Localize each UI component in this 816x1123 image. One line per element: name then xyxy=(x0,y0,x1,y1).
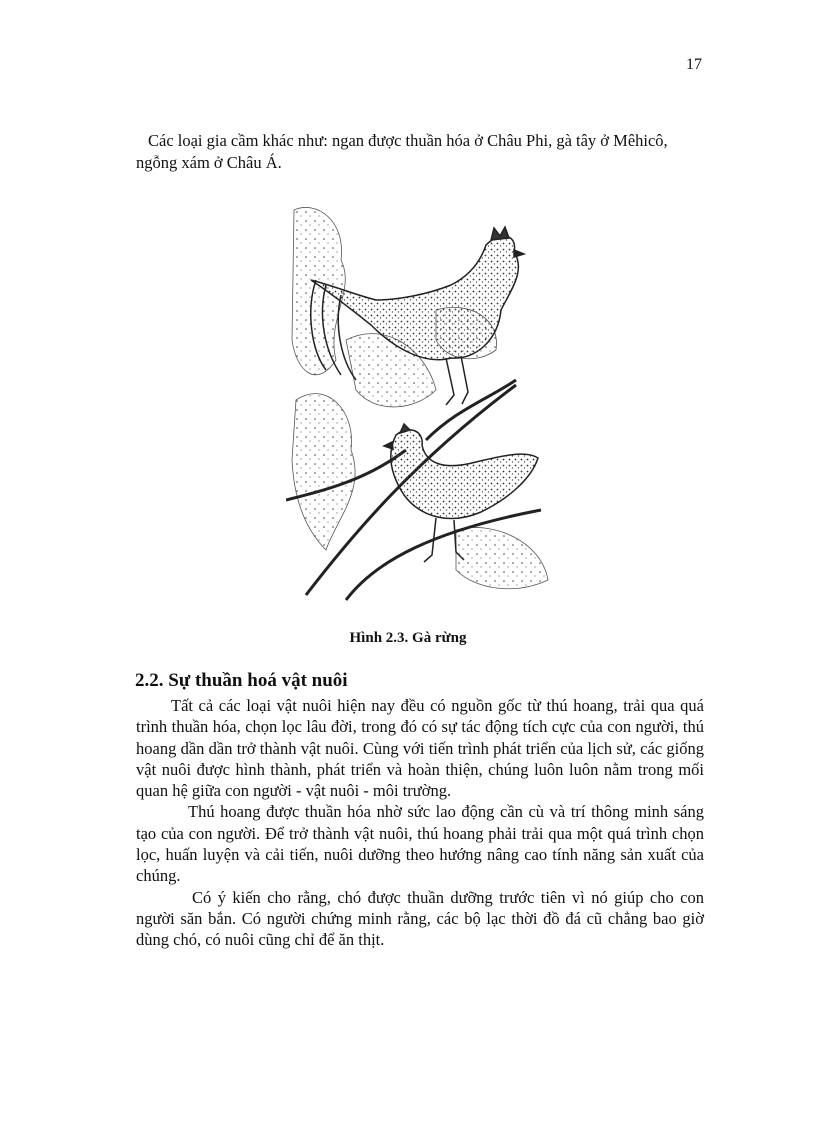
section-heading: 2.2. Sự thuần hoá vật nuôi xyxy=(135,670,348,691)
paragraph-3: Có ý kiến cho rằng, chó được thuần dưỡng trước tiên vì nó giúp cho con người săn bắn. Có người chứng minh rằng, các bộ lạc thời đồ đá cũ chẳng bao giờ dùng chó, có nuôi cũng chỉ để ăn thịt. xyxy=(136,887,704,950)
intro-paragraph: Các loại gia cầm khác như: ngan được thuần hóa ở Châu Phi, gà tây ở Mêhicô, ngỗng xám ở Châu Á. xyxy=(136,131,668,172)
page-number: 17 xyxy=(686,56,702,73)
paragraph-2: Thú hoang được thuần hóa nhờ sức lao động cần cù và trí thông minh sáng tạo của con người. Để trở thành vật nuôi, thú hoang phải trải qua một quá trình chọn lọc, huấn luyện và cải tiến, nuôi dưỡng theo hướng nâng cao tính năng sản xuất của chúng. xyxy=(136,802,704,886)
paragraph-1: Tất cả các loại vật nuôi hiện nay đều có nguồn gốc từ thú hoang, trải qua quá trình thuần hóa, chọn lọc lâu đời, trong đó có sự tác động tích cực của con người, thú hoang dần dần trở thành vật nuôi. Cùng với tiến trình phát triển của lịch sử, các giống vật nuôi được hình thành, phát triển và hoàn thiện, chúng luôn luôn nằm trong mối quan hệ giữa con người - vật nuôi - môi trường. xyxy=(136,696,704,801)
section-body xyxy=(136,695,704,951)
rooster-illustration-svg xyxy=(286,200,556,610)
figure-caption: Hình 2.3. Gà rừng xyxy=(349,630,467,646)
rooster-illustration xyxy=(286,200,556,610)
